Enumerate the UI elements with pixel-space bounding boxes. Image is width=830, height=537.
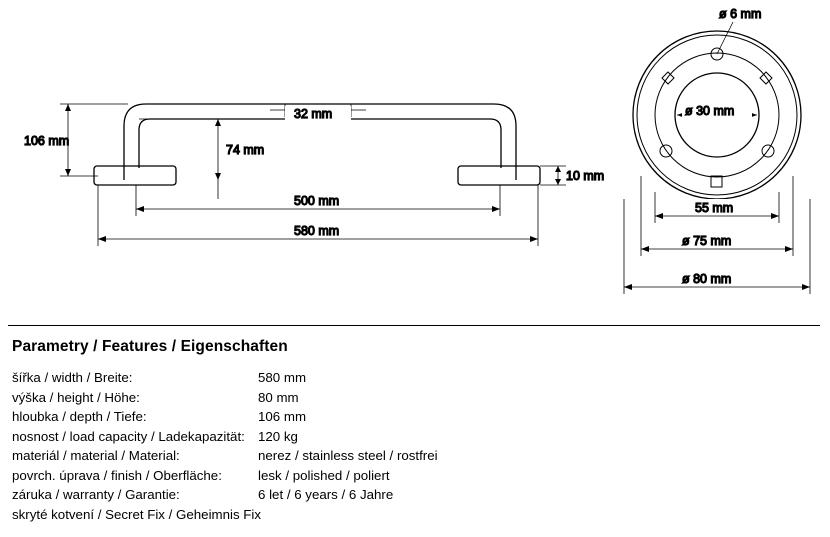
- dim-label-plate-10: 10 mm: [566, 169, 605, 183]
- spec-row: [12, 468, 822, 488]
- spec-row: [12, 448, 822, 468]
- dim-label-bolt-55: 55 mm: [695, 201, 734, 215]
- spec-label: šířka / width / Breite:: [12, 370, 133, 385]
- section-divider: [8, 325, 820, 326]
- dim-label-overall-580: 580 mm: [294, 224, 340, 238]
- spec-row: [12, 390, 822, 410]
- dim-label-bore-30: ø 30 mm: [685, 104, 735, 118]
- spec-value: 80 mm: [258, 389, 299, 405]
- specs-title: Parametry / Features / Eigenschaften: [12, 338, 288, 355]
- spec-value: 106 mm: [258, 409, 307, 424]
- dim-label-span-32: 32 mm: [294, 107, 333, 121]
- dim-label-clear-74: 74 mm: [226, 143, 265, 157]
- dim-height-106: [60, 104, 128, 176]
- dim-clear-74: [139, 119, 224, 199]
- dim-plate-10: [540, 166, 566, 185]
- dim-label-centers-500: 500 mm: [294, 194, 340, 208]
- spec-label: záruka / warranty / Garantie:: [12, 487, 180, 502]
- spec-value: 6 let / 6 years / 6 Jahre: [258, 487, 394, 502]
- spec-value: nerez / stainless steel / rostfrei: [258, 448, 438, 463]
- spec-row: [12, 487, 822, 507]
- spec-label: nosnost / load capacity / Ladekapazität:: [12, 428, 245, 444]
- dim-label-outer-80: ø 80 mm: [682, 272, 732, 286]
- dim-label-circle-75: ø 75 mm: [682, 234, 732, 248]
- spec-value: 120 kg: [258, 428, 298, 444]
- spec-value: 580 mm: [258, 370, 307, 385]
- specifications-section: [12, 338, 822, 526]
- spec-value: lesk / polished / poliert: [258, 467, 390, 483]
- spec-label: materiál / material / Material:: [12, 448, 180, 463]
- spec-row: [12, 429, 822, 449]
- spec-label: skryté kotvení / Secret Fix / Geheimnis Fix: [12, 506, 262, 522]
- spec-label: výška / height / Höhe:: [12, 389, 140, 405]
- spec-row: [12, 370, 822, 390]
- spec-row: [12, 507, 822, 527]
- dim-label-height-106: 106 mm: [24, 134, 70, 148]
- dim-label-hole-6: ø 6 mm: [719, 7, 762, 21]
- dim-hole-6: [717, 22, 733, 54]
- spec-label: hloubka / depth / Tiefe:: [12, 409, 147, 424]
- spec-label: povrch. úprava / finish / Oberfläche:: [12, 467, 222, 483]
- spec-row: [12, 409, 822, 429]
